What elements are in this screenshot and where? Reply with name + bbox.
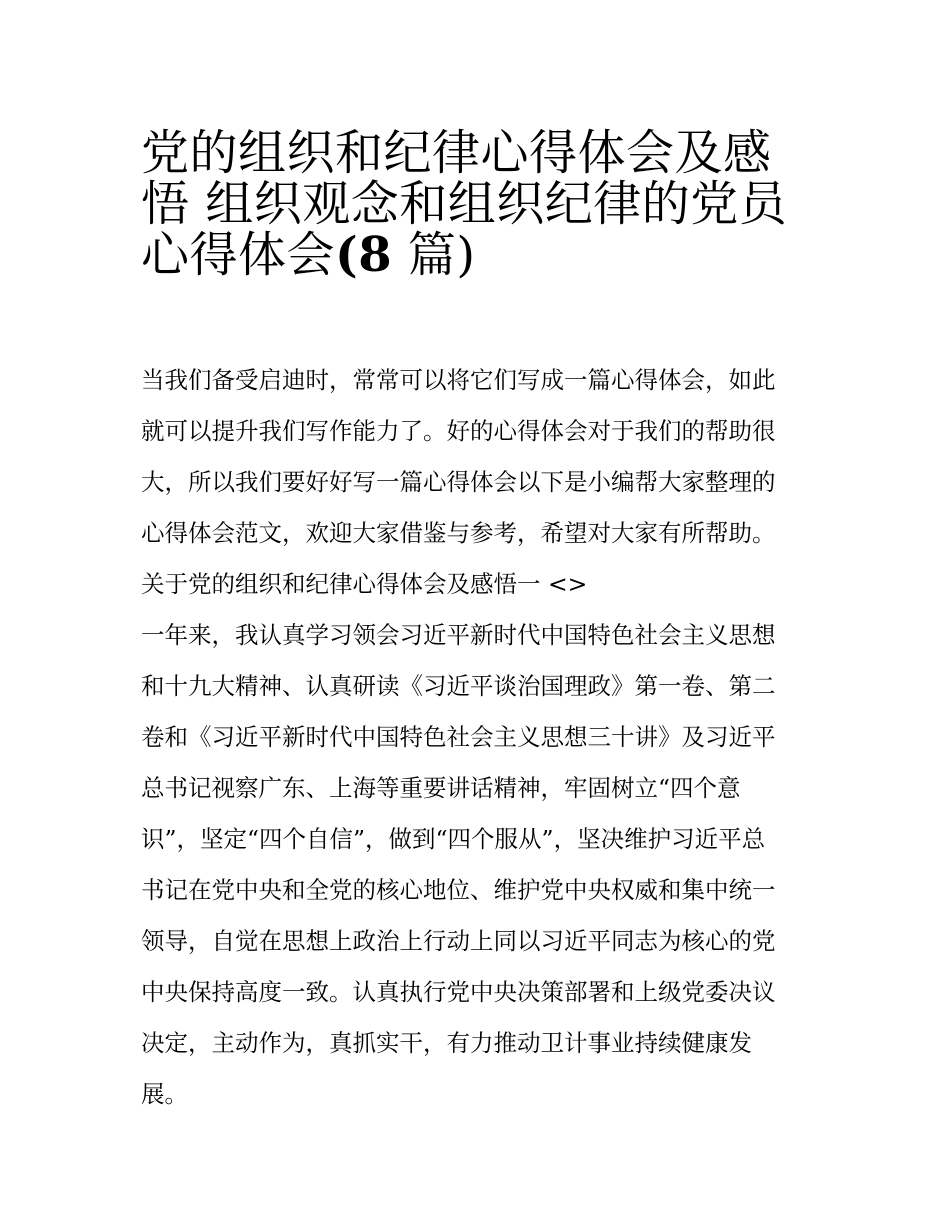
paragraph-line: 书记在党中央和全党的核心地位、维护党中央权威和集中统一 bbox=[141, 876, 776, 904]
paragraph-line: 中央保持高度一致。认真执行党中央决策部署和上级党委决议 bbox=[141, 978, 776, 1006]
paragraph-line: 当我们备受启迪时，常常可以将它们写成一篇心得体会，如此 bbox=[141, 366, 776, 394]
paragraph-line: 领导，自觉在思想上政治上行动上同以习近平同志为核心的党 bbox=[141, 927, 776, 955]
paragraph-line: 心得体会范文，欢迎大家借鉴与参考，希望对大家有所帮助。 bbox=[141, 519, 776, 547]
title-line: 悟 组织观念和组织纪律的党员 bbox=[141, 176, 788, 232]
paragraph-line: 一年来，我认真学习领会习近平新时代中国特色社会主义思想 bbox=[141, 621, 776, 649]
title-text: 心得体会 bbox=[141, 227, 336, 283]
paragraph-line: 决定，主动作为，真抓实干，有力推动卫计事业持续健康发 bbox=[141, 1029, 752, 1057]
paragraph-line: 展。 bbox=[141, 1080, 188, 1108]
title-suffix: 篇) bbox=[407, 227, 476, 283]
paragraph-line: 和十九大精神、认真研读《习近平谈治国理政》第一卷、第二 bbox=[141, 672, 776, 700]
document-title bbox=[141, 114, 821, 283]
title-line: 党的组织和纪律心得体会及感 bbox=[141, 125, 772, 181]
paragraph-line: 总书记视察广东、上海等重要讲话精神，牢固树立“四个意 bbox=[141, 774, 741, 802]
section-heading: 关于党的组织和纪律心得体会及感悟一 <> bbox=[141, 570, 588, 598]
document-body bbox=[141, 355, 821, 1120]
paragraph-line: 识”，坚定“四个自信”，做到“四个服从”，坚决维护习近平总 bbox=[141, 825, 766, 853]
title-count: (8 bbox=[335, 227, 393, 283]
paragraph-line: 就可以提升我们写作能力了。好的心得体会对于我们的帮助很 bbox=[141, 417, 776, 445]
paragraph-line: 大，所以我们要好好写一篇心得体会以下是小编帮大家整理的 bbox=[141, 468, 776, 496]
paragraph-line: 卷和《习近平新时代中国特色社会主义思想三十讲》及习近平 bbox=[141, 723, 776, 751]
